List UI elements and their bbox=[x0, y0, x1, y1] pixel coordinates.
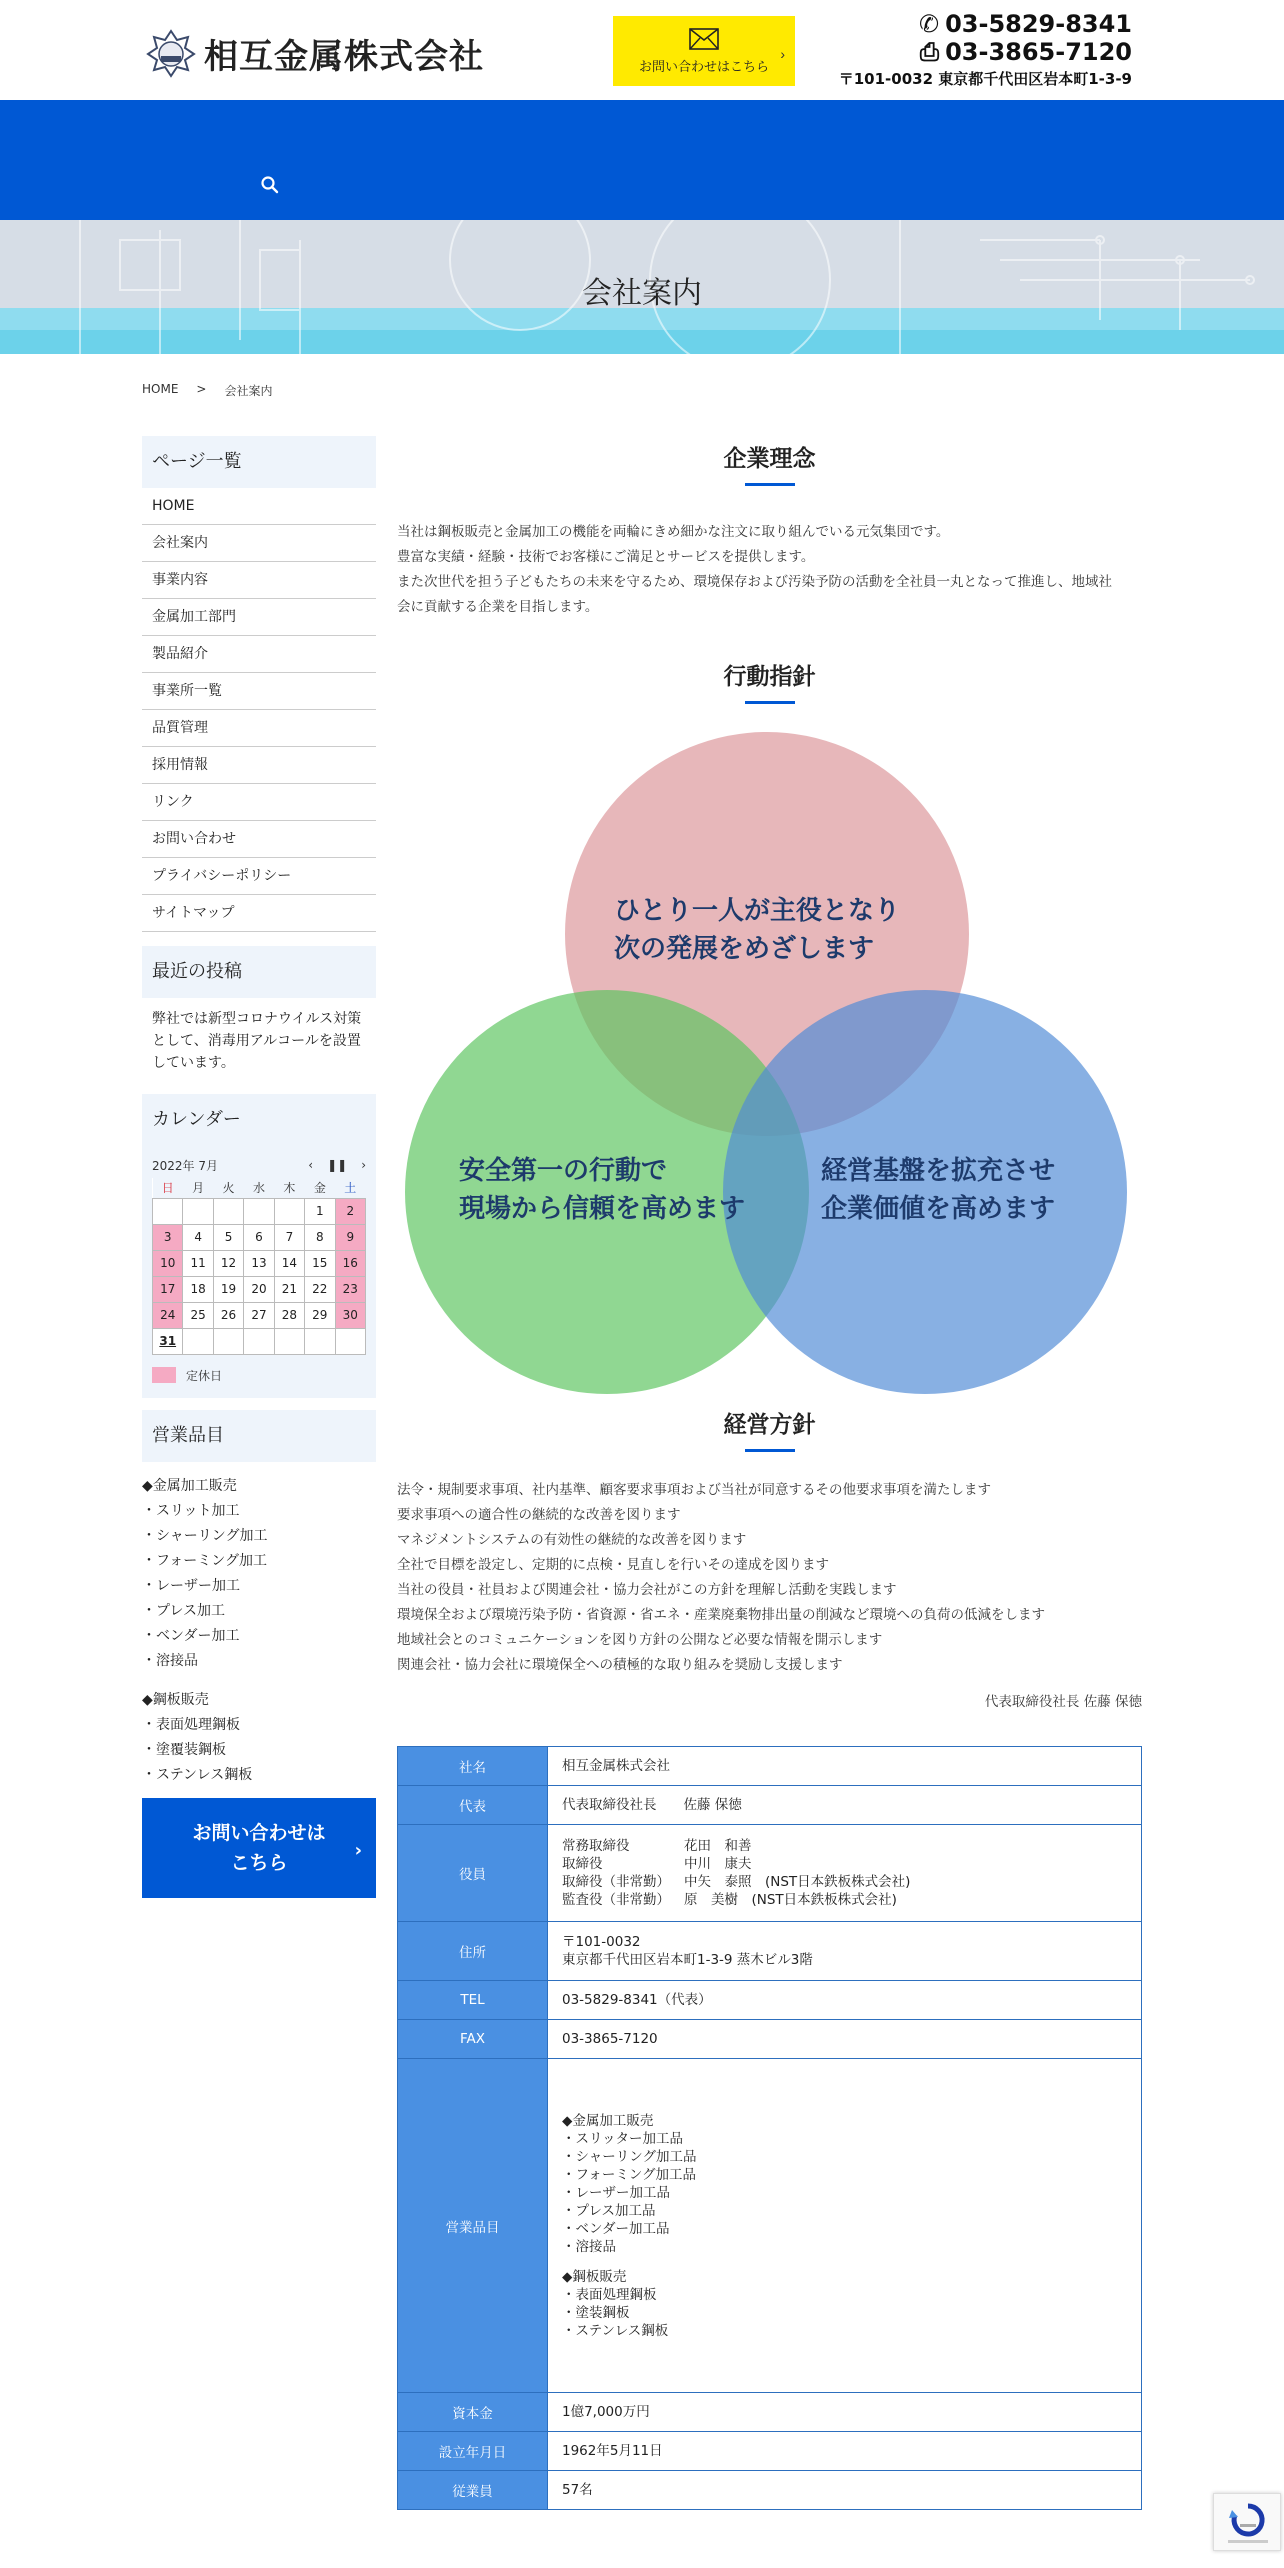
logo-emblem-icon bbox=[146, 28, 196, 78]
calendar-day: 29 bbox=[305, 1302, 335, 1328]
calendar-day: 14 bbox=[274, 1250, 304, 1276]
list-item: ・ベンダー加工品 bbox=[562, 2220, 670, 2237]
row-label: FAX bbox=[398, 2020, 548, 2059]
officer-row bbox=[562, 1891, 1127, 1909]
policy-title: 経営方針 bbox=[723, 1412, 816, 1438]
holiday-swatch bbox=[152, 1367, 176, 1383]
policy-line: 当社の役員・社員および関連会社・協力会社がこの方針を理解し活動を実践します bbox=[397, 1582, 897, 1598]
breadcrumb bbox=[142, 382, 272, 399]
calendar-day: 2 bbox=[335, 1198, 365, 1224]
row-value bbox=[548, 1922, 1142, 1981]
row-value: 1億7,000万円 bbox=[548, 2393, 1142, 2432]
officer-title: 取締役 bbox=[562, 1856, 603, 1872]
company-name: 相互金属株式会社 bbox=[204, 36, 484, 77]
calendar-empty bbox=[244, 1328, 274, 1354]
site-header bbox=[0, 0, 1284, 100]
sidebar-item-sitemap[interactable]: サイトマップ bbox=[142, 895, 376, 932]
products-widget bbox=[142, 1410, 376, 1788]
list-item: ◆金属加工販売 bbox=[142, 1477, 237, 1494]
table-row bbox=[398, 1747, 1142, 1786]
officer-title: 監査役（非常勤） bbox=[562, 1892, 670, 1908]
list-item: ・ベンダー加工 bbox=[142, 1627, 240, 1644]
action-venn-diagram bbox=[397, 712, 1142, 1402]
philosophy-line: 当社は鋼板販売と金属加工の機能を両輪にきめ細かな注文に取り組んでいる元気集団です。 bbox=[397, 524, 950, 540]
calendar-title: カレンダー bbox=[142, 1094, 376, 1146]
recaptcha-icon bbox=[1214, 2494, 1282, 2552]
sidebar-item-links[interactable]: リンク bbox=[142, 784, 376, 821]
company-info-table bbox=[397, 1746, 1142, 2510]
pages-widget-title: ページ一覧 bbox=[142, 436, 376, 488]
calendar-empty bbox=[274, 1328, 304, 1354]
calendar-day: 28 bbox=[274, 1302, 304, 1328]
calendar-day: 17 bbox=[153, 1276, 183, 1302]
page-hero bbox=[0, 220, 1284, 354]
page-title: 会社案内 bbox=[582, 276, 702, 311]
phone-icon: ✆ bbox=[918, 10, 940, 38]
list-item: ・レーザー加工品 bbox=[562, 2184, 670, 2201]
row-label: TEL bbox=[398, 1981, 548, 2020]
policy-text bbox=[397, 1478, 1142, 1678]
calendar-week bbox=[153, 1250, 366, 1276]
row-value: 代表取締役社長 佐藤 保徳 bbox=[548, 1786, 1142, 1825]
list-item: ・プレス加工 bbox=[142, 1602, 226, 1619]
recent-post-link[interactable]: 弊社では新型コロナウイルス対策として、消毒用アルコールを設置しています。 bbox=[142, 998, 376, 1086]
calendar-week bbox=[153, 1276, 366, 1302]
calendar-empty bbox=[183, 1328, 213, 1354]
calendar-day: 22 bbox=[305, 1276, 335, 1302]
row-value: 03-3865-7120 bbox=[548, 2020, 1142, 2059]
table-row bbox=[398, 2059, 1142, 2393]
calendar-day: 19 bbox=[213, 1276, 243, 1302]
table-row bbox=[398, 2471, 1142, 2510]
calendar-day: 27 bbox=[244, 1302, 274, 1328]
list-item: ・シャーリング加工 bbox=[142, 1527, 268, 1544]
calendar-day: 30 bbox=[335, 1302, 365, 1328]
venn-text-left bbox=[459, 1152, 745, 1228]
list-item: ・シャーリング加工品 bbox=[562, 2148, 697, 2165]
policy-line: 関連会社・協力会社に環境保全への積極的な取り組みを奨励し支援します bbox=[397, 1657, 843, 1673]
table-row bbox=[398, 1922, 1142, 1981]
venn-text-right-line2: 企業価値を高めます bbox=[821, 1194, 1056, 1224]
calendar-empty bbox=[274, 1198, 304, 1224]
row-value: 相互金属株式会社 bbox=[548, 1747, 1142, 1786]
calendar-day: 20 bbox=[244, 1276, 274, 1302]
weekday-header: 水 bbox=[244, 1178, 274, 1198]
calendar-day: 5 bbox=[213, 1224, 243, 1250]
policy-line: 法令・規制要求事項、社内基準、顧客要求事項および当社が同意するその他要求事項を満たします bbox=[397, 1482, 991, 1498]
policy-line: マネジメントシステムの有効性の継続的な改善を図ります bbox=[397, 1532, 747, 1548]
calendar-day: 13 bbox=[244, 1250, 274, 1276]
weekday-header: 月 bbox=[183, 1178, 213, 1198]
calendar-day: 4 bbox=[183, 1224, 213, 1250]
table-row bbox=[398, 2432, 1142, 2471]
calendar-day: 12 bbox=[213, 1250, 243, 1276]
sidebar bbox=[142, 436, 376, 1898]
policy-line: 環境保全および環境汚染予防・省資源・省エネ・産業廃棄物排出量の削減など環境への負荷の低減をします bbox=[397, 1607, 1045, 1623]
calendar-day: 9 bbox=[335, 1224, 365, 1250]
company-logo[interactable] bbox=[146, 28, 484, 78]
calendar-day: 24 bbox=[153, 1302, 183, 1328]
calendar-legend bbox=[152, 1367, 366, 1384]
philosophy-line: 会に貢献する企業を目指します。 bbox=[397, 599, 599, 615]
venn-text-right-line1: 経営基盤を拡充させ bbox=[821, 1156, 1056, 1186]
sidebar-item-business[interactable]: 事業内容 bbox=[142, 562, 376, 599]
chevron-right-icon: › bbox=[354, 1839, 362, 1861]
calendar-day: 8 bbox=[305, 1224, 335, 1250]
weekday-header: 金 bbox=[305, 1178, 335, 1198]
products-widget-title: 営業品目 bbox=[142, 1410, 376, 1462]
weekday-header: 火 bbox=[213, 1178, 243, 1198]
contact-button-label: お問い合わせはこちら bbox=[638, 58, 769, 74]
row-value: 03-5829-8341（代表） bbox=[548, 1981, 1142, 2020]
calendar-empty bbox=[153, 1198, 183, 1224]
row-value: 57名 bbox=[548, 2471, 1142, 2510]
breadcrumb-home-link[interactable]: HOME bbox=[142, 382, 179, 396]
venn-text-right bbox=[821, 1152, 1055, 1228]
philosophy-text bbox=[397, 520, 1142, 620]
sidebar-item-privacy[interactable]: プライバシーポリシー bbox=[142, 858, 376, 895]
sidebar-item-offices[interactable]: 事業所一覧 bbox=[142, 673, 376, 710]
officer-row bbox=[562, 1855, 1127, 1873]
calendar-widget bbox=[142, 1094, 376, 1398]
calendar-day: 31 bbox=[153, 1328, 183, 1354]
chevron-left-icon[interactable]: ‹ bbox=[308, 1158, 314, 1172]
phone-row[interactable] bbox=[839, 10, 1132, 38]
breadcrumb-current: 会社案内 bbox=[224, 384, 273, 398]
sidebar-item-products[interactable]: 製品紹介 bbox=[142, 636, 376, 673]
row-value: 1962年5月11日 bbox=[548, 2432, 1142, 2471]
venn-text-top-line1: ひとり一人が主役となり bbox=[614, 896, 901, 926]
list-item: ・スリッター加工品 bbox=[562, 2130, 683, 2147]
calendar-month: 2022年 7月 bbox=[152, 1158, 218, 1173]
header-address: 〒101-0032 東京都千代田区岩本町1-3-9 bbox=[838, 70, 1132, 88]
list-item: ・スリット加工 bbox=[142, 1502, 240, 1519]
row-value bbox=[548, 1825, 1142, 1922]
main-content bbox=[397, 436, 1142, 2510]
calendar-week bbox=[153, 1198, 366, 1224]
table-row bbox=[398, 1825, 1142, 1922]
row-label: 資本金 bbox=[398, 2393, 548, 2432]
action-title: 行動指針 bbox=[723, 664, 816, 690]
title-underline bbox=[745, 483, 795, 486]
table-row bbox=[398, 2393, 1142, 2432]
row-label: 代表 bbox=[398, 1786, 548, 1825]
breadcrumb-separator: > bbox=[196, 382, 207, 396]
list-item: ◆鋼板販売 bbox=[142, 1691, 209, 1708]
calendar-day: 3 bbox=[153, 1224, 183, 1250]
products-list bbox=[142, 1462, 376, 1788]
list-item: ・フォーミング加工品 bbox=[562, 2166, 697, 2183]
row-label: 役員 bbox=[398, 1825, 548, 1922]
calendar-empty bbox=[335, 1328, 365, 1354]
calendar-week bbox=[153, 1224, 366, 1250]
weekday-header: 土 bbox=[335, 1178, 365, 1198]
sidebar-item-recruit[interactable]: 採用情報 bbox=[142, 747, 376, 784]
list-item: ・フォーミング加工 bbox=[142, 1552, 268, 1569]
venn-text-top-line2: 次の発展をめざします bbox=[614, 934, 875, 964]
recaptcha-badge[interactable] bbox=[1213, 2493, 1281, 2551]
pages-menu bbox=[142, 488, 376, 932]
recent-posts-widget bbox=[142, 946, 376, 1086]
signature: 代表取締役社長 佐藤 保徳 bbox=[984, 1694, 1142, 1710]
list-item: ・溶接品 bbox=[562, 2238, 616, 2255]
list-item: ・プレス加工品 bbox=[562, 2202, 656, 2219]
fax-icon: ⎙ bbox=[919, 38, 940, 66]
list-item: ・塗覆装鋼板 bbox=[142, 1741, 226, 1758]
officer-name: 花田 和善 bbox=[684, 1838, 752, 1854]
calendar-empty bbox=[213, 1198, 243, 1224]
calendar-day: 15 bbox=[305, 1250, 335, 1276]
officer-title: 取締役（非常勤） bbox=[562, 1874, 670, 1890]
envelope-icon bbox=[689, 28, 719, 50]
row-label: 営業品目 bbox=[398, 2059, 548, 2393]
chevron-right-icon: › bbox=[780, 46, 785, 62]
policy-line: 全社で目標を設定し、定期的に点検・見直しを行いその達成を図ります bbox=[397, 1557, 829, 1573]
list-item: ・表面処理鋼板 bbox=[142, 1716, 240, 1733]
sidebar-item-contact[interactable]: お問い合わせ bbox=[142, 821, 376, 858]
fax-number: 03-3865-7120 bbox=[945, 38, 1132, 66]
officer-name: 中矢 泰照 (NST日本鉄板株式会社) bbox=[684, 1874, 911, 1890]
calendar-day: 16 bbox=[335, 1250, 365, 1276]
calendar-empty bbox=[244, 1198, 274, 1224]
recent-posts-title: 最近の投稿 bbox=[142, 946, 376, 998]
calendar-empty bbox=[183, 1198, 213, 1224]
list-item: ・表面処理鋼板 bbox=[562, 2286, 657, 2303]
weekday-header: 日 bbox=[153, 1178, 183, 1198]
calendar-day: 18 bbox=[183, 1276, 213, 1302]
phone-number: 03-5829-8341 bbox=[945, 10, 1132, 38]
calendar-day: 26 bbox=[213, 1302, 243, 1328]
policy-line: 地域社会とのコミュニケーションを図り方針の公開など必要な情報を開示します bbox=[397, 1632, 883, 1648]
list-item: ・レーザー加工 bbox=[142, 1577, 240, 1594]
calendar-empty bbox=[305, 1328, 335, 1354]
global-nav bbox=[0, 100, 1284, 220]
policy-line: 要求事項への適合性の継続的な改善を図ります bbox=[397, 1507, 681, 1523]
table-row bbox=[398, 1786, 1142, 1825]
row-label: 従業員 bbox=[398, 2471, 548, 2510]
calendar-day: 21 bbox=[274, 1276, 304, 1302]
list-item: ・ステンレス鋼板 bbox=[142, 1766, 253, 1783]
venn-text-left-line1: 安全第一の行動で bbox=[459, 1156, 668, 1186]
list-item: ◆金属加工販売 bbox=[562, 2112, 654, 2129]
street-address: 東京都千代田区岩本町1-3-9 蒸木ビル3階 bbox=[562, 1952, 813, 1968]
fax-row bbox=[839, 38, 1132, 66]
postal-code: 〒101-0032 bbox=[562, 1934, 641, 1950]
title-underline bbox=[745, 1449, 795, 1452]
table-row bbox=[398, 2020, 1142, 2059]
calendar-day: 1 bbox=[305, 1198, 335, 1224]
sidebar-item-home[interactable]: HOME bbox=[142, 488, 376, 525]
officer-name: 原 美樹 (NST日本鉄板株式会社) bbox=[684, 1892, 897, 1908]
weekday-header: 木 bbox=[274, 1178, 304, 1198]
venn-text-top bbox=[614, 892, 900, 968]
contact-button[interactable] bbox=[613, 16, 795, 86]
venn-circles bbox=[397, 712, 1142, 1402]
row-label: 設立年月日 bbox=[398, 2432, 548, 2471]
chevron-right-icon[interactable]: › bbox=[361, 1158, 366, 1172]
row-label: 住所 bbox=[398, 1922, 548, 1981]
row-label: 社名 bbox=[398, 1747, 548, 1786]
sidebar-item-metal-processing[interactable]: 金属加工部門 bbox=[142, 599, 376, 636]
title-underline bbox=[745, 701, 795, 704]
philosophy-title: 企業理念 bbox=[723, 446, 816, 472]
calendar-day: 25 bbox=[183, 1302, 213, 1328]
officer-row bbox=[562, 1873, 1127, 1891]
officer-title: 常務取締役 bbox=[562, 1838, 630, 1854]
philosophy-line: 豊富な実績・経験・技術でお客様にご満足とサービスを提供します。 bbox=[397, 549, 815, 565]
venn-text-left-line2: 現場から信頼を高めます bbox=[459, 1194, 746, 1224]
calendar-week bbox=[153, 1302, 366, 1328]
legend-label: 定休日 bbox=[186, 1368, 223, 1383]
list-item: ・塗装鋼板 bbox=[562, 2304, 630, 2321]
sidebar-item-company[interactable]: 会社案内 bbox=[142, 525, 376, 562]
sidebar-item-quality[interactable]: 品質管理 bbox=[142, 710, 376, 747]
calendar-table bbox=[152, 1178, 366, 1355]
search-icon[interactable] bbox=[260, 175, 280, 195]
list-item: ・ステンレス鋼板 bbox=[562, 2322, 669, 2339]
table-row bbox=[398, 1981, 1142, 2020]
list-item: ◆鋼板販売 bbox=[562, 2268, 627, 2285]
calendar-day: 7 bbox=[274, 1224, 304, 1250]
row-value bbox=[548, 2059, 1142, 2393]
philosophy-line: また次世代を担う子どもたちの未来を守るため、環境保存および汚染予防の活動を全社員一丸となって推進し、地域社 bbox=[397, 574, 1112, 590]
list-item: ・溶接品 bbox=[142, 1652, 198, 1669]
officer-name: 中川 康夫 bbox=[684, 1856, 752, 1872]
calendar-day: 10 bbox=[153, 1250, 183, 1276]
sidebar-contact-label: お問い合わせは こちら bbox=[192, 1821, 326, 1874]
calendar-day: 11 bbox=[183, 1250, 213, 1276]
header-contact-info bbox=[839, 10, 1132, 89]
pause-icon[interactable]: ❚❚ bbox=[327, 1158, 348, 1172]
sidebar-contact-button[interactable] bbox=[142, 1798, 376, 1898]
calendar-day: 23 bbox=[335, 1276, 365, 1302]
calendar-empty bbox=[213, 1328, 243, 1354]
calendar-week bbox=[153, 1328, 366, 1354]
officer-row bbox=[562, 1837, 1127, 1855]
calendar-day: 6 bbox=[244, 1224, 274, 1250]
